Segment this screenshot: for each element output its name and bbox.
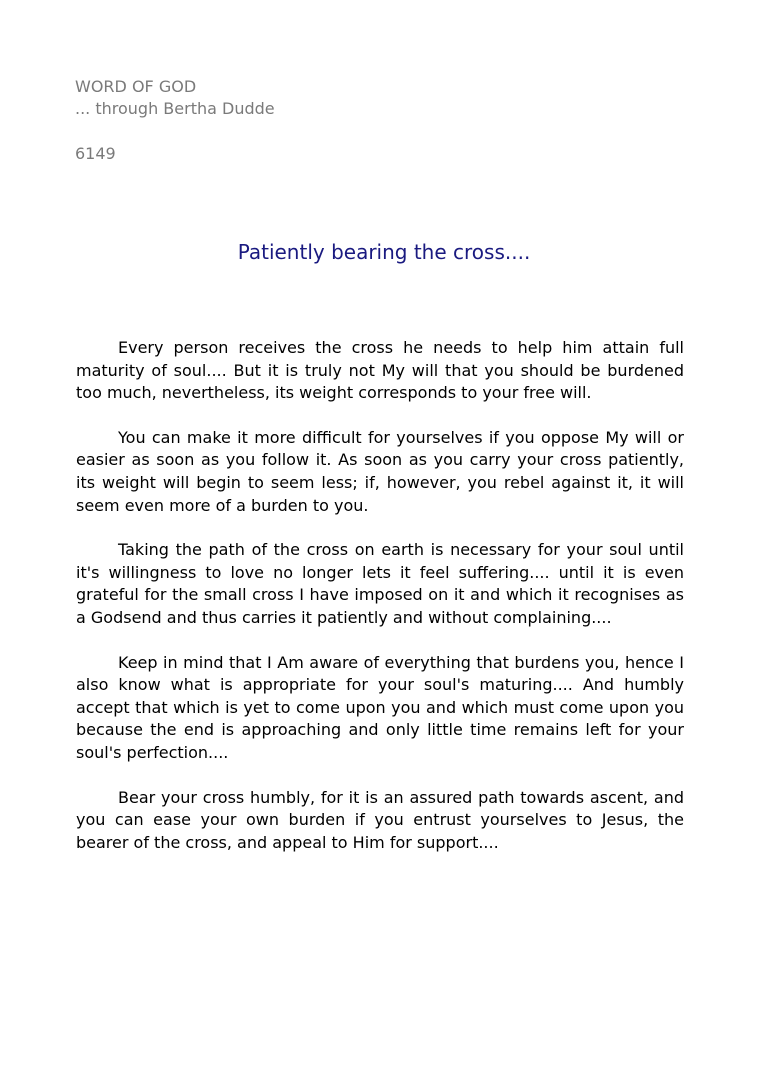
author-line: ... through Bertha Dudde	[75, 99, 275, 118]
document-body	[76, 337, 684, 876]
paragraph: Every person receives the cross he needs to help him attain full maturity of soul.... But it is truly not My will that you should be burdened too much, nevertheless, its weight corresponds to your free will.	[76, 338, 684, 403]
document-number: 6149	[75, 144, 116, 163]
series-title: WORD OF GOD	[75, 77, 197, 96]
page-title: Patiently bearing the cross....	[237, 240, 531, 264]
document-header	[75, 76, 275, 165]
paragraph: You can make it more difficult for yourselves if you oppose My will or easier as soon as you follow it. As soon as you carry your cross patiently, its weight will begin to seem less; if, however, you rebel against it, it will seem even more of a burden to you.	[76, 427, 684, 515]
paragraph: Taking the path of the cross on earth is necessary for your soul until it's willingness to love no longer lets it feel suffering.... until it is even grateful for the small cross I have imposed on it and which it recognises as a Godsend and thus carries it patiently and without complaining....	[76, 540, 684, 627]
paragraph: Bear your cross humbly, for it is an assured path towards ascent, and you can ease your own burden if you entrust yourselves to Jesus, the bearer of the cross, and appeal to Him for support....	[76, 787, 684, 852]
paragraph: Keep in mind that I Am aware of everything that burdens you, hence I also know what is appropriate for your soul's maturing.... And humbly accept that which is yet to come upon you and which must come upon you because the end is approaching and only little time remains left for your soul's perfection....	[76, 652, 684, 762]
